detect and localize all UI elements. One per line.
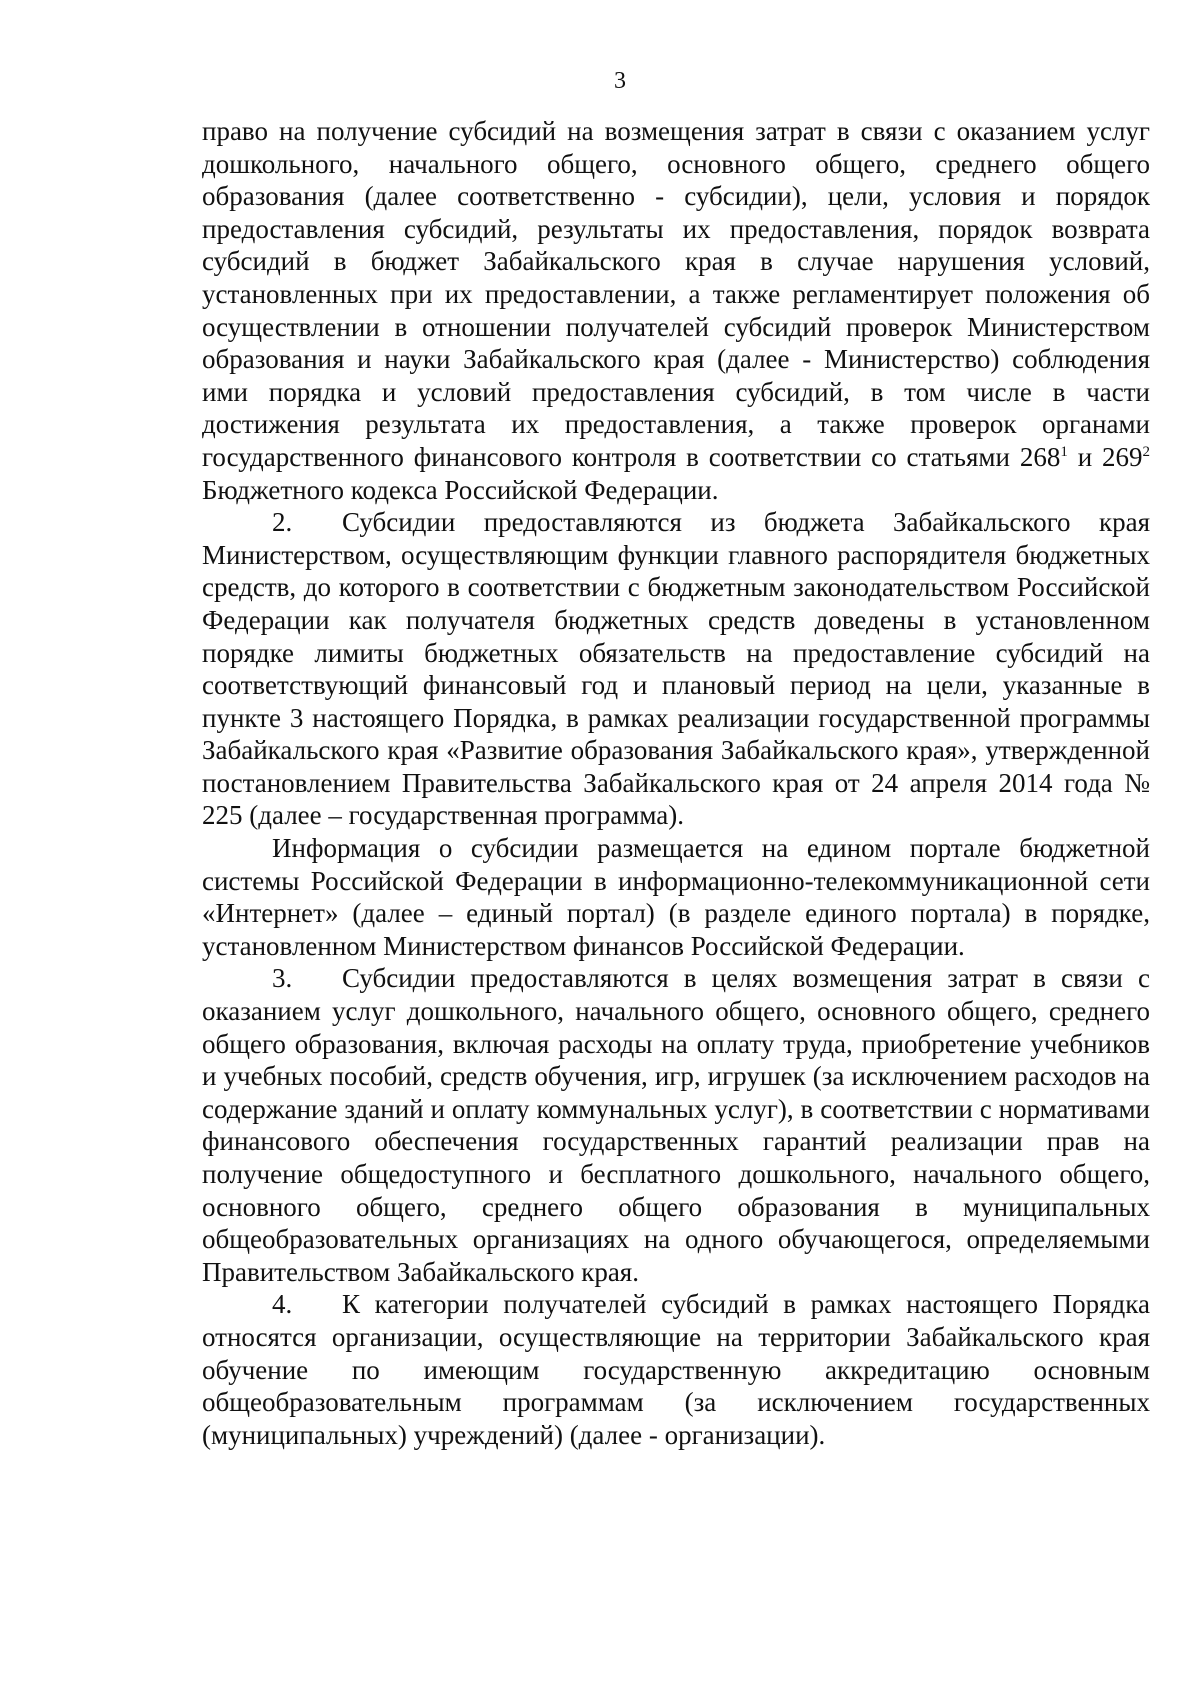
paragraph-1 [202,115,1150,506]
paragraph-3-text: Информация о субсидии размещается на едином портале бюджетной системы Российской Федерации в информационно-телекоммуникационной сети «Интернет» (далее – единый портал) (в разделе единого портала) в порядке, установленном Министерством финансов Российской Федерации. [202,833,1150,961]
page-number: 3 [614,68,626,94]
paragraph-5 [202,1288,1150,1451]
paragraph-1-text-a: право на получение субсидий на возмещения затрат в связи с оказанием услуг дошкольного, начального общего, основного общего, среднего общего образования (далее соответственно - субсидии), цели, условия и порядок предоставления субсидий, результаты их предоставления, порядок возврата субсидий в бюджет Забайкальского края в случае нарушения условий, установленных при их предоставлении, а также регламентирует положения об осуществлении в отношении получателей субсидий проверок Министерством образования и науки Забайкальского края (далее - Министерство) соблюдения ими порядка и условий предоставления субсидий, в том числе в части достижения результата их предоставления, а также проверок органами государственного финансового контроля в соответствии со статьями 268 [202,116,1150,472]
paragraph-1-text-b: и 269 [1067,441,1143,472]
paragraph-2-number: 2. [272,507,293,538]
paragraph-5-text: К категории получателей субсидий в рамках настоящего Порядка относятся организации, осуществляющие на территории Забайкальского края обучение по имеющим государственную аккредитацию основным общеобразовательным программам (за исключением государственных (муниципальных) учреждений) (далее - организации). [202,1289,1150,1450]
paragraph-1-text-c: Бюджетного кодекса Российской Федерации. [202,474,719,505]
footnote-mark-1: 1 [1060,443,1068,460]
paragraph-5-number: 4. [272,1289,293,1320]
paragraph-4-text: Субсидии предоставляются в целях возмещения затрат в связи с оказанием услуг дошкольного, начального общего, основного общего, среднего общего образования, включая расходы на оплату труда, приобретение учебников и учебных пособий, средств обучения, игр, игрушек (за исключением расходов на содержание зданий и оплату коммунальных услуг), в соответствии с нормативами финансового обеспечения государственных гарантий реализации прав на получение общедоступного и бесплатного дошкольного, начального общего, основного общего, среднего общего образования в муниципальных общеобразовательных организациях на одного обучающегося, определяемыми Правительством Забайкальского края. [202,963,1150,1287]
document-body [202,115,1150,1451]
paragraph-2-text: Субсидии предоставляются из бюджета Забайкальского края Министерством, осуществляющим функции главного распорядителя бюджетных средств, до которого в соответствии с бюджетным законодательством Российской Федерации как получателя бюджетных средств доведены в установленном порядке лимиты бюджетных обязательств на предоставление субсидий на соответствующий финансовый год и плановый период на цели, указанные в пункте 3 настоящего Порядка, в рамках реализации государственной программы Забайкальского края «Развитие образования Забайкальского края», утвержденной постановлением Правительства Забайкальского края от 24 апреля 2014 года № 225 (далее – государственная программа). [202,507,1150,831]
paragraph-2 [202,506,1150,832]
paragraph-4-number: 3. [272,963,293,994]
paragraph-4 [202,962,1150,1288]
paragraph-3 [202,832,1150,962]
footnote-mark-2: 2 [1142,443,1151,460]
